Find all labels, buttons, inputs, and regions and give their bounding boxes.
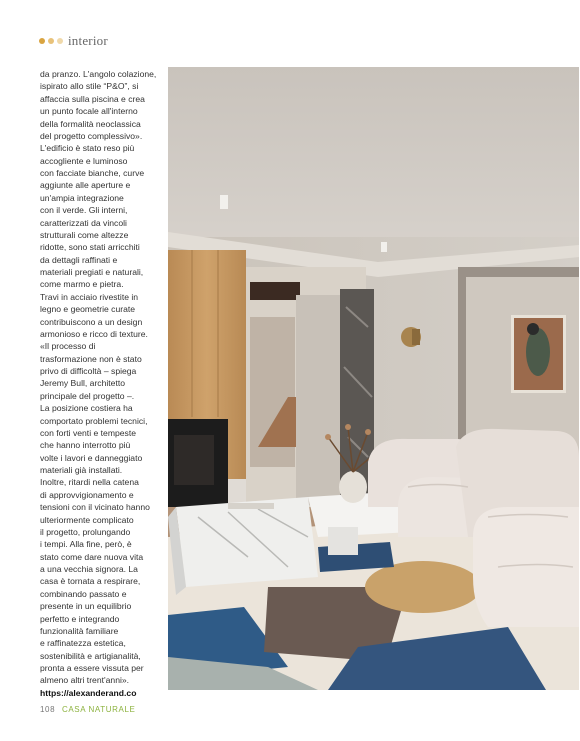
article-line: con facciate bianche, curve — [40, 168, 145, 178]
article-line: un'ampia integrazione — [40, 192, 124, 203]
article-line: materiali pregiati e naturali, — [40, 267, 144, 277]
article-line: funzionalità familiare — [40, 625, 119, 636]
article-line: stato come dare nuova vita — [40, 551, 144, 562]
page-number: 108 — [40, 705, 56, 714]
article-line: come marmo e pietra. — [40, 279, 124, 290]
decor-dot-2 — [48, 38, 54, 44]
article-line: che hanno interrotto più — [40, 440, 131, 451]
article-body — [40, 68, 162, 699]
article-line: Travi in acciaio rivestite in — [40, 291, 139, 302]
article-line: con il verde. Gli interni, — [40, 205, 128, 216]
article-line: un punto focale all'interno — [40, 106, 138, 117]
article-line: caratterizzati da vincoli — [40, 217, 127, 228]
article-line: contribuiscono a un design — [40, 316, 143, 327]
article-line: della formalità neoclassica — [40, 118, 141, 129]
article-line: ridotte, sono stati arricchiti — [40, 242, 140, 253]
decor-dot-3 — [57, 38, 63, 44]
article-line: Inoltre, ritardi nella catena — [40, 477, 139, 488]
article-line: aggiunte alle aperture e — [40, 180, 131, 191]
section-header — [39, 33, 108, 49]
article-line: pronta a essere vissuta per — [40, 663, 144, 673]
magazine-name: CASA NATURALE — [61, 705, 136, 714]
article-line: sostenibilità e artigianalità, — [40, 650, 141, 661]
article-line: a una vecchia signora. La — [40, 564, 138, 574]
article-line: L'edificio è stato reso più — [40, 143, 135, 154]
article-line: perfetto e integrando — [40, 613, 120, 624]
article-line: da pranzo. L'angolo colazione, — [40, 69, 157, 79]
article-line: presente in un equilibrio — [40, 601, 132, 612]
decor-dot-1 — [39, 38, 45, 44]
article-line: materiali già installati. — [40, 465, 123, 475]
article-line: privo di difficoltà – spiega — [40, 366, 137, 376]
interior-photo — [168, 67, 579, 690]
article-line: casa è tornata a respirare, — [40, 576, 141, 587]
article-line: i tempi. Alla fine, però, è — [40, 539, 132, 550]
article-line: legno e geometrie curate — [40, 304, 136, 315]
article-line: armonioso e ricco di texture. — [40, 328, 148, 339]
article-line: trasformazione non è stato — [40, 353, 142, 364]
article-line: combinando passato e — [40, 588, 127, 599]
article-line: il progetto, prolungando — [40, 526, 131, 537]
article-line: principale del progetto –. — [40, 390, 135, 401]
article-line: di approvvigionamento e — [40, 489, 134, 500]
article-line: strutturali come altezze — [40, 229, 129, 240]
article-line: del progetto complessivo». — [40, 130, 143, 141]
article-line: ispirato allo stile “P&O”, si — [40, 81, 139, 92]
website-link[interactable]: https://alexanderand.co — [40, 687, 137, 698]
article-line: affaccia sulla piscina e crea — [40, 93, 145, 104]
article-line: con forti venti e tempeste — [40, 427, 137, 438]
article-line: tensioni con il vicinato hanno — [40, 502, 150, 513]
article-line: da dettagli raffinati e — [40, 254, 118, 265]
article-line: «Il processo di — [40, 341, 96, 352]
article-line: e raffinatezza estetica, — [40, 638, 126, 649]
article-line: La posizione costiera ha — [40, 403, 133, 414]
article-line: accogliente e luminoso — [40, 155, 128, 166]
section-label: interior — [68, 33, 108, 48]
article-line: ulteriormente complicato — [40, 514, 134, 525]
page-footer — [40, 705, 135, 714]
article-line: Jeremy Bull, architetto — [40, 378, 126, 389]
article-line: comportato problemi tecnici, — [40, 415, 148, 426]
article-line: volte i lavori e danneggiato — [40, 452, 143, 463]
article-line: almeno altri trent'anni». — [40, 675, 130, 686]
